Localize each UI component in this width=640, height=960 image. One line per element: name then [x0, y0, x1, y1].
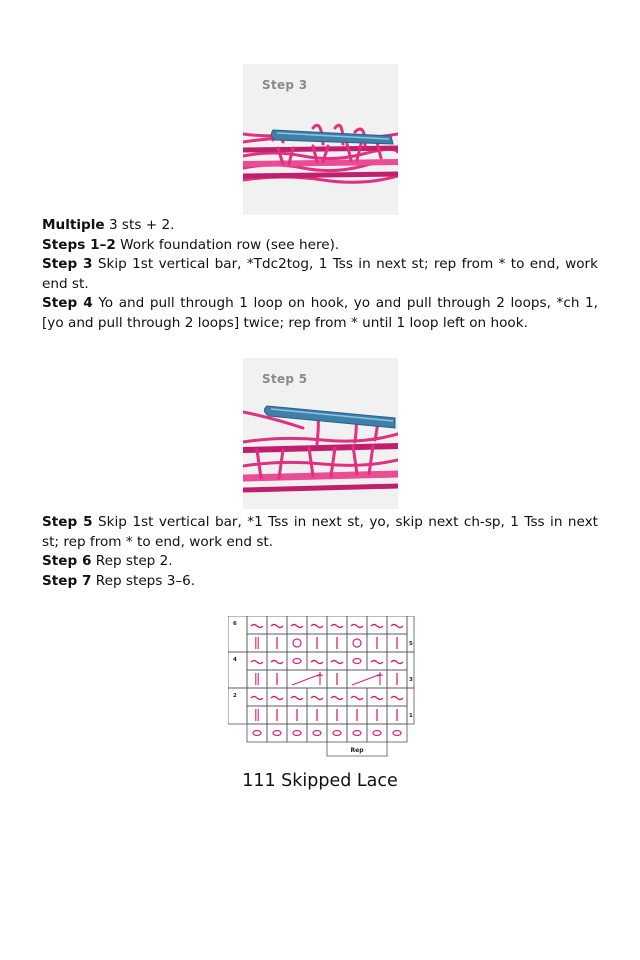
stitch-symbol-circle [353, 639, 361, 647]
stitch-symbol-tdc2tog [352, 672, 383, 685]
step-3-label: Step 3 [262, 78, 308, 92]
stitch-symbol-wave [331, 661, 343, 664]
stitch-symbol-oval [313, 731, 321, 736]
stitch-symbol-double-bar [256, 709, 258, 721]
row-number-label: 2 [233, 693, 237, 699]
instruction-step-4: Step 4 Yo and pull through 1 loop on hook, yo and pull through 2 loops, *ch 1, [yo and pull through 2 loops] twice; rep from * until 1 loop left on hook. [42, 295, 598, 331]
row-number-label: 5 [409, 641, 413, 647]
stitch-symbol-oval [293, 731, 301, 736]
stitch-symbol-oval [273, 731, 281, 736]
repeat-label: Rep [350, 747, 364, 754]
stitch-symbol-wave [351, 625, 363, 628]
instruction-step-7: Step 7 Rep steps 3–6. [42, 572, 196, 589]
stitch-symbol-wave [371, 697, 383, 700]
stitch-symbol-oval [353, 659, 361, 664]
row-number-label: 1 [409, 713, 413, 719]
stitch-symbol-wave [351, 697, 363, 700]
stitch-symbol-oval [353, 731, 361, 736]
stitch-symbol-wave [391, 625, 403, 628]
stitch-symbol-oval [333, 731, 341, 736]
instruction-multiple: Multiple 3 sts + 2. [42, 217, 175, 233]
instructions-bottom [42, 513, 598, 591]
stitch-symbol-circle [293, 639, 301, 647]
chart-row-3 [247, 652, 414, 688]
stitch-symbol-wave [271, 661, 283, 664]
stitch-symbol-wave [311, 625, 323, 628]
stitch-symbol-wave [391, 661, 403, 664]
stitch-symbol-oval [373, 731, 381, 736]
stitch-chart-grid [228, 616, 418, 761]
stitch-symbol-wave [251, 697, 263, 700]
instruction-step-6: Step 6 Rep step 2. [42, 553, 173, 569]
stitch-symbol-wave [331, 625, 343, 628]
stitch-symbol-wave [311, 697, 323, 700]
chart-row-foundation [247, 724, 407, 742]
stitch-symbol-double-bar [256, 637, 258, 649]
stitch-symbol-wave [331, 697, 343, 700]
stitch-symbol-wave [291, 625, 303, 628]
instruction-steps-1-2: Steps 1–2 Work foundation row (see here). [42, 236, 340, 253]
chart-row-1 [247, 688, 414, 724]
stitch-symbol-wave [311, 661, 323, 664]
row-number-label: 3 [409, 677, 413, 683]
stitch-chart [228, 616, 418, 765]
stitch-symbol-wave [291, 697, 303, 700]
step-5-label: Step 5 [262, 372, 308, 386]
instructions-top [42, 216, 598, 333]
stitch-symbol-wave [391, 697, 403, 700]
stitch-symbol-wave [271, 697, 283, 700]
stitch-symbol-wave [251, 625, 263, 628]
step-3-photo [243, 64, 398, 215]
stitch-symbol-double-bar [256, 673, 258, 685]
instruction-step-3: Step 3 Skip 1st vertical bar, *Tdc2tog, 1 Tss in next st; rep from * to end, work end st. [42, 256, 598, 292]
stitch-symbol-wave [371, 625, 383, 628]
step-5-photo [243, 358, 398, 509]
row-number-label: 4 [233, 657, 237, 663]
row-number-label: 6 [233, 621, 237, 627]
instruction-step-5: Step 5 Skip 1st vertical bar, *1 Tss in next st, yo, skip next ch-sp, 1 Tss in next st; rep from * to end, work end st. [42, 514, 598, 550]
stitch-symbol-oval [253, 731, 261, 736]
stitch-symbol-wave [371, 661, 383, 664]
chart-caption: 111 Skipped Lace [242, 771, 398, 791]
repeat-bracket [327, 742, 387, 756]
stitch-symbol-oval [393, 731, 401, 736]
stitch-symbol-wave [251, 661, 263, 664]
stitch-symbol-wave [271, 625, 283, 628]
stitch-symbol-tdc2tog [292, 672, 323, 685]
stitch-symbol-oval [293, 659, 301, 664]
chart-row-5 [247, 616, 414, 652]
